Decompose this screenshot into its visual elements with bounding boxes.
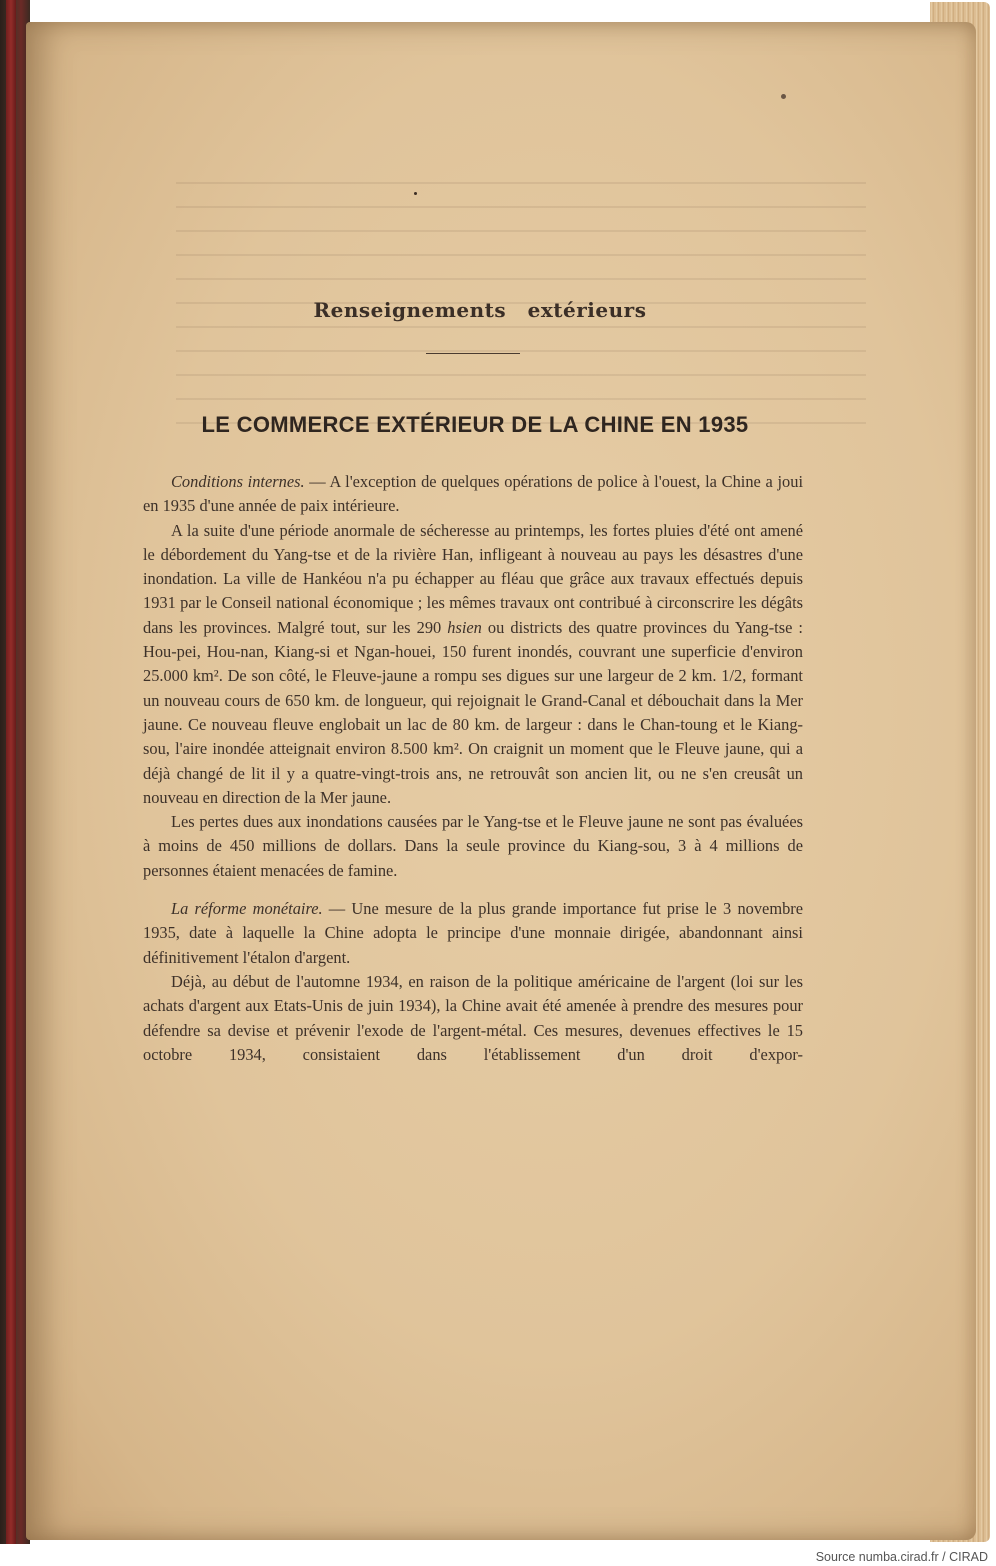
- paragraph-text: — Une mesure de la plus grande importance fut prise le 3 novembre 1935, date à laquelle la Chine adopta le principe d'une monnaie dirigée, abandonnant ainsi définitivement l'étalon d'argent.: [143, 899, 803, 967]
- paragraph-text: A la suite d'une période anormale de sécheresse au printemps, les fortes pluies d'été ont amené le débordement du Yang-tse et de la rivière Han, infligeant à nouveau au pays les désastres d'une inondation. La ville de Hankéou n'a pu échapper au fléau que grâce aux travaux effectués depuis 1931 par le Conseil national économique ; les mêmes travaux ont contribué à circonscrire les dégâts dans les provinces. Malgré tout, sur les 290: [143, 520, 803, 637]
- ink-speck: [414, 192, 417, 195]
- paragraph-text: Les pertes dues aux inondations causées par le Yang-tse et le Fleuve jaune ne sont pas évaluées à moins de 450 millions de dollars. Dans la seule province du Kiang-sou, 3 à 4 millions de personnes étaient menacées de famine.: [143, 812, 803, 880]
- paragraph-reforme-monetaire: [143, 897, 803, 970]
- paragraph-automne-1934: [143, 970, 803, 1067]
- book-spine-red-edge: [6, 0, 16, 1544]
- paragraph-text: ou districts des quatre provinces du Yang-tse : Hou-pei, Hou-nan, Kiang-si et Ngan-houei, 150 furent inondés, couvrant une superficie d'environ 25.000 km². De son côté, le Fleuve-jaune a rompu ses digues sur une largeur de 2 km. 1/2, formant un nouveau cours de 650 km. de longueur, qui rejoignait le Grand-Canal et débouchait dans la Mer jaune. Ce nouveau fleuve englobait un lac de 80 km. de largeur : dans le Chan-toung et le Kiang-sou, l'aire inondée atteignait environ 8.500 km². On craignit un moment que le Fleuve jaune, qui a déjà changé de lit il y a quatre-vingt-trois ans, ne retrouvât son ancien lit, ou ne s'en creusât un nouveau en direction de la Mer jaune.: [143, 617, 803, 807]
- paragraph-text: Déjà, au début de l'automne 1934, en raison de la politique américaine de l'argent (loi sur les achats d'argent aux Etats-Unis de juin 1934), la Chine avait été amenée à prendre des mesures pour défendre sa devise et prévenir l'exode de l'argent-métal. Ces mesures, devenues effectives le 15 octobre 1934, consistaient dans l'établissement d'un droit d'expor-: [143, 971, 803, 1064]
- section-heading: Renseignements extérieurs: [313, 298, 647, 322]
- article-title: LE COMMERCE EXTÉRIEUR DE LA CHINE EN 1935: [201, 412, 749, 437]
- source-attribution: Source numba.cirad.fr / CIRAD: [815, 1550, 988, 1564]
- heading-divider: [426, 353, 520, 354]
- paragraph-lead: La réforme monétaire.: [171, 899, 323, 919]
- paragraph-lead: Conditions internes.: [171, 472, 305, 491]
- article-body: [143, 470, 803, 1067]
- paragraph-text: — A l'exception de quelques opérations de police à l'ouest, la Chine a joui en 1935 d'une année de paix intérieure.: [143, 472, 804, 516]
- paragraph-inondations: [143, 519, 803, 811]
- paragraph-italic-term: hsien: [447, 617, 482, 637]
- paragraph-pertes: [143, 810, 803, 883]
- hole-mark: [781, 94, 786, 99]
- paragraph-conditions-internes: [143, 470, 803, 519]
